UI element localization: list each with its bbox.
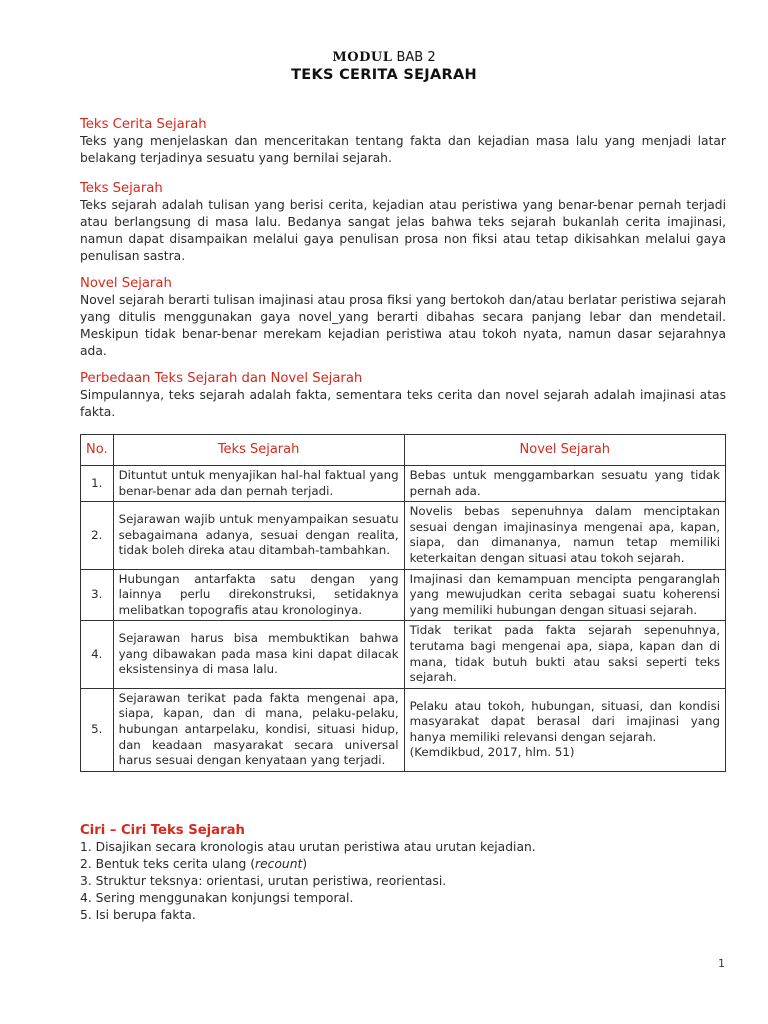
section-body: Novel sejarah berarti tulisan imajinasi atau prosa fiksi yang bertokoh dan/atau berlatar peristiwa sejarah yang ditulis menggunakan gaya novel_yang berarti dibahas secara panjang lebar dan mendetail. Meskipun tidak benar-benar merekam kejadian peristiwa atau tokoh nyata, namun dasar sejarahnya ada. bbox=[80, 293, 726, 358]
teks-sejarah-cell: Sejarawan wajib untuk menyampaikan sesuatu sebagaimana adanya, sesuai dengan realita, tidak boleh direka atau ditambah-tambahkan. bbox=[113, 502, 404, 569]
teks-sejarah-cell: Sejarawan terikat pada fakta mengenai apa, siapa, kapan, dan di mana, pelaku-pelaku, hubungan antarpelaku, kondisi, situasi hidup, dan keadaan masyarakat secara universal harus sesuai dengan kenyataan yang terjadi. bbox=[113, 688, 404, 771]
novel-sejarah-cell: Novelis bebas sepenuhnya dalam menciptakan sesuai dengan imajinasinya mengenai apa, kapan, siapa, dan dimananya, namun tetap memiliki keterkaitan dengan situasi atau tokoh sejarah. bbox=[404, 502, 725, 569]
ciri-list bbox=[80, 839, 726, 924]
header-teks-sejarah: Teks Sejarah bbox=[113, 435, 404, 466]
table-row bbox=[81, 621, 726, 688]
list-item: 4. Sering menggunakan konjungsi temporal. bbox=[80, 891, 354, 905]
table-row bbox=[81, 569, 726, 621]
list-item-text: 2. Bentuk teks cerita ulang ( bbox=[80, 857, 256, 871]
section-body: Teks sejarah adalah tulisan yang berisi cerita, kejadian atau peristiwa yang benar-benar pernah terjadi atau berlangsung di masa lalu. Bedanya sangat jelas bahwa teks sejarah bukanlah cerita imajinasi, namun dapat disampaikan melalui gaya penulisan prosa non fiksi atau tetap dikisahkan melalui gaya penulisan sastra. bbox=[80, 198, 726, 263]
citation: (Kemdikbud, 2017, hlm. 51) bbox=[409, 745, 575, 760]
teks-sejarah-cell: Dituntut untuk menyajikan hal-hal faktual yang benar-benar ada dan pernah terjadi. bbox=[113, 466, 404, 502]
ciri-section bbox=[80, 822, 726, 924]
page-title: TEKS CERITA SEJARAH bbox=[291, 67, 477, 83]
page-number: 1 bbox=[718, 957, 725, 970]
novel-sejarah-cell: Imajinasi dan kemampuan mencipta pengaranglah yang mewujudkan cerita sebagai suatu koherensi yang memiliki hubungan dengan situasi sejarah. bbox=[404, 569, 725, 621]
section-novel-sejarah bbox=[80, 275, 726, 360]
section-teks-sejarah bbox=[80, 180, 726, 265]
novel-sejarah-text: Pelaku atau tokoh, hubungan, situasi, dan kondisi masyarakat dapat berasal dari imajinasi yang hanya memiliki relevansi dengan sejarah. bbox=[409, 698, 720, 744]
comparison-table bbox=[80, 434, 726, 772]
list-item-text-end: ) bbox=[302, 857, 308, 871]
list-item-emphasis: recount bbox=[255, 857, 303, 871]
row-number: 1. bbox=[81, 466, 114, 502]
section-heading: Teks Sejarah bbox=[80, 181, 163, 196]
table-header-row bbox=[81, 435, 726, 466]
header-novel-sejarah: Novel Sejarah bbox=[404, 435, 725, 466]
list-item bbox=[80, 856, 726, 873]
section-heading: Teks Cerita Sejarah bbox=[80, 117, 207, 132]
section-heading: Ciri – Ciri Teks Sejarah bbox=[80, 823, 245, 838]
section-perbedaan bbox=[80, 370, 726, 421]
teks-sejarah-cell: Sejarawan harus bisa membuktikan bahwa yang dibawakan pada masa kini dapat dilacak eksistensinya di masa lalu. bbox=[113, 621, 404, 688]
table-row bbox=[81, 502, 726, 569]
section-body: Teks yang menjelaskan dan menceritakan tentang fakta dan kejadian masa lalu yang menjadi latar belakang terjadinya sesuatu yang bernilai sejarah. bbox=[80, 134, 726, 165]
section-body: Simpulannya, teks sejarah adalah fakta, sementara teks cerita dan novel sejarah adalah imajinasi atas fakta. bbox=[80, 388, 726, 419]
row-number: 4. bbox=[81, 621, 114, 688]
header-no: No. bbox=[81, 435, 114, 466]
teks-sejarah-cell: Hubungan antarfakta satu dengan yang lainnya perlu direkonstruksi, setidaknya melibatkan topografis atau kronologinya. bbox=[113, 569, 404, 621]
table-row bbox=[81, 688, 726, 771]
section-heading: Novel Sejarah bbox=[80, 276, 172, 291]
chapter-label: BAB 2 bbox=[396, 50, 436, 65]
list-item: 5. Isi berupa fakta. bbox=[80, 908, 196, 922]
modul-word: MODUL bbox=[332, 50, 393, 65]
novel-sejarah-cell: Tidak terikat pada fakta sejarah sepenuhnya, terutama bagi mengenai apa, siapa, kapan dan di mana, tidak butuh bukti atau saksi seperti teks sejarah. bbox=[404, 621, 725, 688]
list-item: 3. Struktur teksnya: orientasi, urutan peristiwa, reorientasi. bbox=[80, 874, 447, 888]
table-row bbox=[81, 466, 726, 502]
section-teks-cerita-sejarah bbox=[80, 116, 726, 167]
row-number: 5. bbox=[81, 688, 114, 771]
novel-sejarah-cell bbox=[404, 688, 725, 771]
row-number: 2. bbox=[81, 502, 114, 569]
row-number: 3. bbox=[81, 569, 114, 621]
section-heading: Perbedaan Teks Sejarah dan Novel Sejarah bbox=[80, 371, 363, 386]
module-label bbox=[0, 50, 768, 65]
novel-sejarah-cell: Bebas untuk menggambarkan sesuatu yang tidak pernah ada. bbox=[404, 466, 725, 502]
list-item: 1. Disajikan secara kronologis atau urutan peristiwa atau urutan kejadian. bbox=[80, 840, 536, 854]
